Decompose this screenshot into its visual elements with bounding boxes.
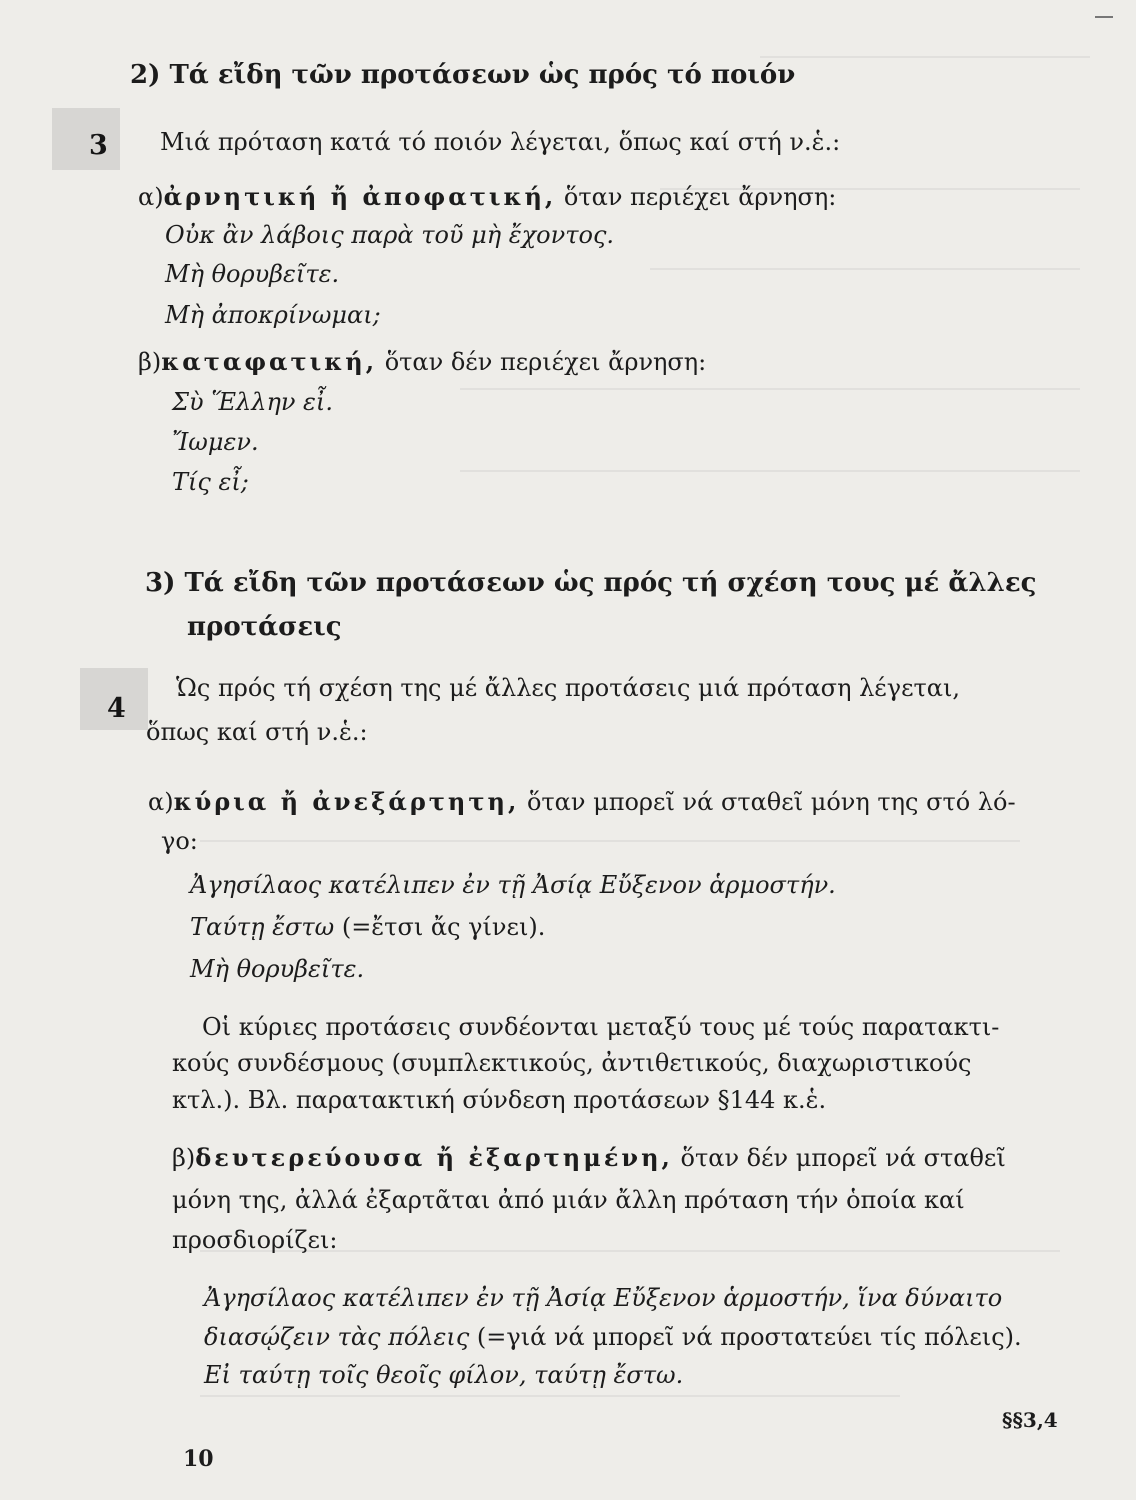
example-sentence: Μὴ ἀποκρίνωμαι; (165, 301, 381, 329)
section-3-heading-cont: προτάσεις (187, 612, 342, 642)
term-negative: ἀρνητική ἤ ἀποφατική, (163, 182, 557, 211)
example-sentence: Ταύτῃ ἔστω (190, 913, 335, 941)
gloss: (=γιά νά μπορεῖ νά προστατεύει τίς πόλεις). (469, 1323, 1022, 1351)
main-clause-note-cont: κούς συνδέσμους (συμπλεκτικούς, ἀντιθετικούς, διαχωριστικούς (172, 1049, 972, 1077)
example-sentence: Ἀγησίλαος κατέλιπεν ἐν τῇ Ἀσίᾳ Εὔξενον ἁρμοστήν. (190, 871, 836, 899)
example-with-gloss (204, 1322, 1022, 1352)
term-main: κύρια ἤ ἀνεξάρτητη, (173, 787, 520, 816)
page-number: 10 (183, 1446, 214, 1472)
section-2-intro: Μιά πρόταση κατά τό ποιόν λέγεται, ὅπως καί στή ν.ἑ.: (160, 128, 841, 156)
example-sentence: Ἀγησίλαος κατέλιπεν ἐν τῇ Ἀσίᾳ Εὔξενον ἁρμοστήν, ἵνα δύναιτο (204, 1284, 1003, 1312)
example-sentence: διασῴζειν τὰς πόλεις (204, 1323, 470, 1351)
example-with-gloss (190, 912, 545, 942)
margin-number-4: 4 (107, 693, 126, 724)
bleed-through (200, 1395, 900, 1397)
margin-number-3: 3 (89, 130, 108, 161)
bleed-through (200, 840, 1020, 842)
corner-mark (1095, 16, 1113, 18)
example-sentence: Ἴωμεν. (172, 428, 259, 456)
section-2-item-b (138, 347, 706, 377)
item-marker: α) (148, 788, 174, 816)
term-affirmative: καταφατική, (161, 347, 378, 376)
section-3-intro: Ὡς πρός τή σχέση της μέ ἄλλες προτάσεις μιά πρόταση λέγεται, (176, 674, 961, 702)
item-description: ὅταν δέν περιέχει ἄρνηση: (377, 348, 707, 376)
item-marker: β) (172, 1144, 196, 1172)
item-description: ὅταν μπορεῖ νά σταθεῖ μόνη της στό λό- (519, 788, 1016, 816)
section-2-item-a (138, 182, 836, 212)
term-subordinate: δευτερεύουσα ἤ ἐξαρτημένη, (195, 1143, 673, 1172)
bleed-through (460, 388, 1080, 390)
bleed-through (460, 470, 1080, 472)
example-sentence: Εἰ ταύτῃ τοῖς θεοῖς φίλον, ταύτῃ ἔστω. (204, 1361, 684, 1389)
main-clause-note: Οἱ κύριες προτάσεις συνδέονται μεταξύ τους μέ τούς παρατακτι- (202, 1013, 1000, 1041)
example-sentence: Μὴ θορυβεῖτε. (165, 260, 340, 288)
section-3-item-a (148, 787, 1016, 817)
section-reference: §§3,4 (1002, 1408, 1058, 1432)
example-sentence: Μὴ θορυβεῖτε. (190, 955, 365, 983)
item-description-cont: μόνη της, ἀλλά ἐξαρτᾶται ἀπό μιάν ἄλλη πρόταση τήν ὁποία καί (172, 1186, 965, 1214)
main-clause-note-cont: κτλ.). Βλ. παρατακτική σύνδεση προτάσεων §144 κ.ἑ. (172, 1086, 827, 1114)
item-marker: β) (138, 348, 162, 376)
bleed-through (650, 268, 1080, 270)
item-description: ὅταν περιέχει ἄρνηση: (556, 183, 837, 211)
section-2-heading: 2) Τά εἴδη τῶν προτάσεων ὡς πρός τό ποιόν (130, 60, 796, 90)
section-3-item-b (172, 1143, 1006, 1173)
margin-box-3 (52, 108, 120, 170)
example-sentence: Τίς εἶ; (172, 468, 249, 496)
item-description-cont: προσδιορίζει: (172, 1226, 338, 1254)
bleed-through (760, 56, 1090, 58)
item-marker: α) (138, 183, 164, 211)
example-sentence: Οὐκ ἂν λάβοις παρὰ τοῦ μὴ ἔχοντος. (165, 221, 615, 249)
section-3-intro-cont: ὅπως καί στή ν.ἑ.: (146, 718, 368, 746)
item-description-cont: γο: (161, 827, 198, 855)
gloss: (=ἔτσι ἄς γίνει). (334, 913, 546, 941)
example-sentence: Σὺ Ἕλλην εἶ. (172, 388, 333, 416)
item-description: ὅταν δέν μπορεῖ νά σταθεῖ (672, 1144, 1006, 1172)
section-3-heading: 3) Τά εἴδη τῶν προτάσεων ὡς πρός τή σχέση τους μέ ἄλλες (145, 568, 1037, 598)
